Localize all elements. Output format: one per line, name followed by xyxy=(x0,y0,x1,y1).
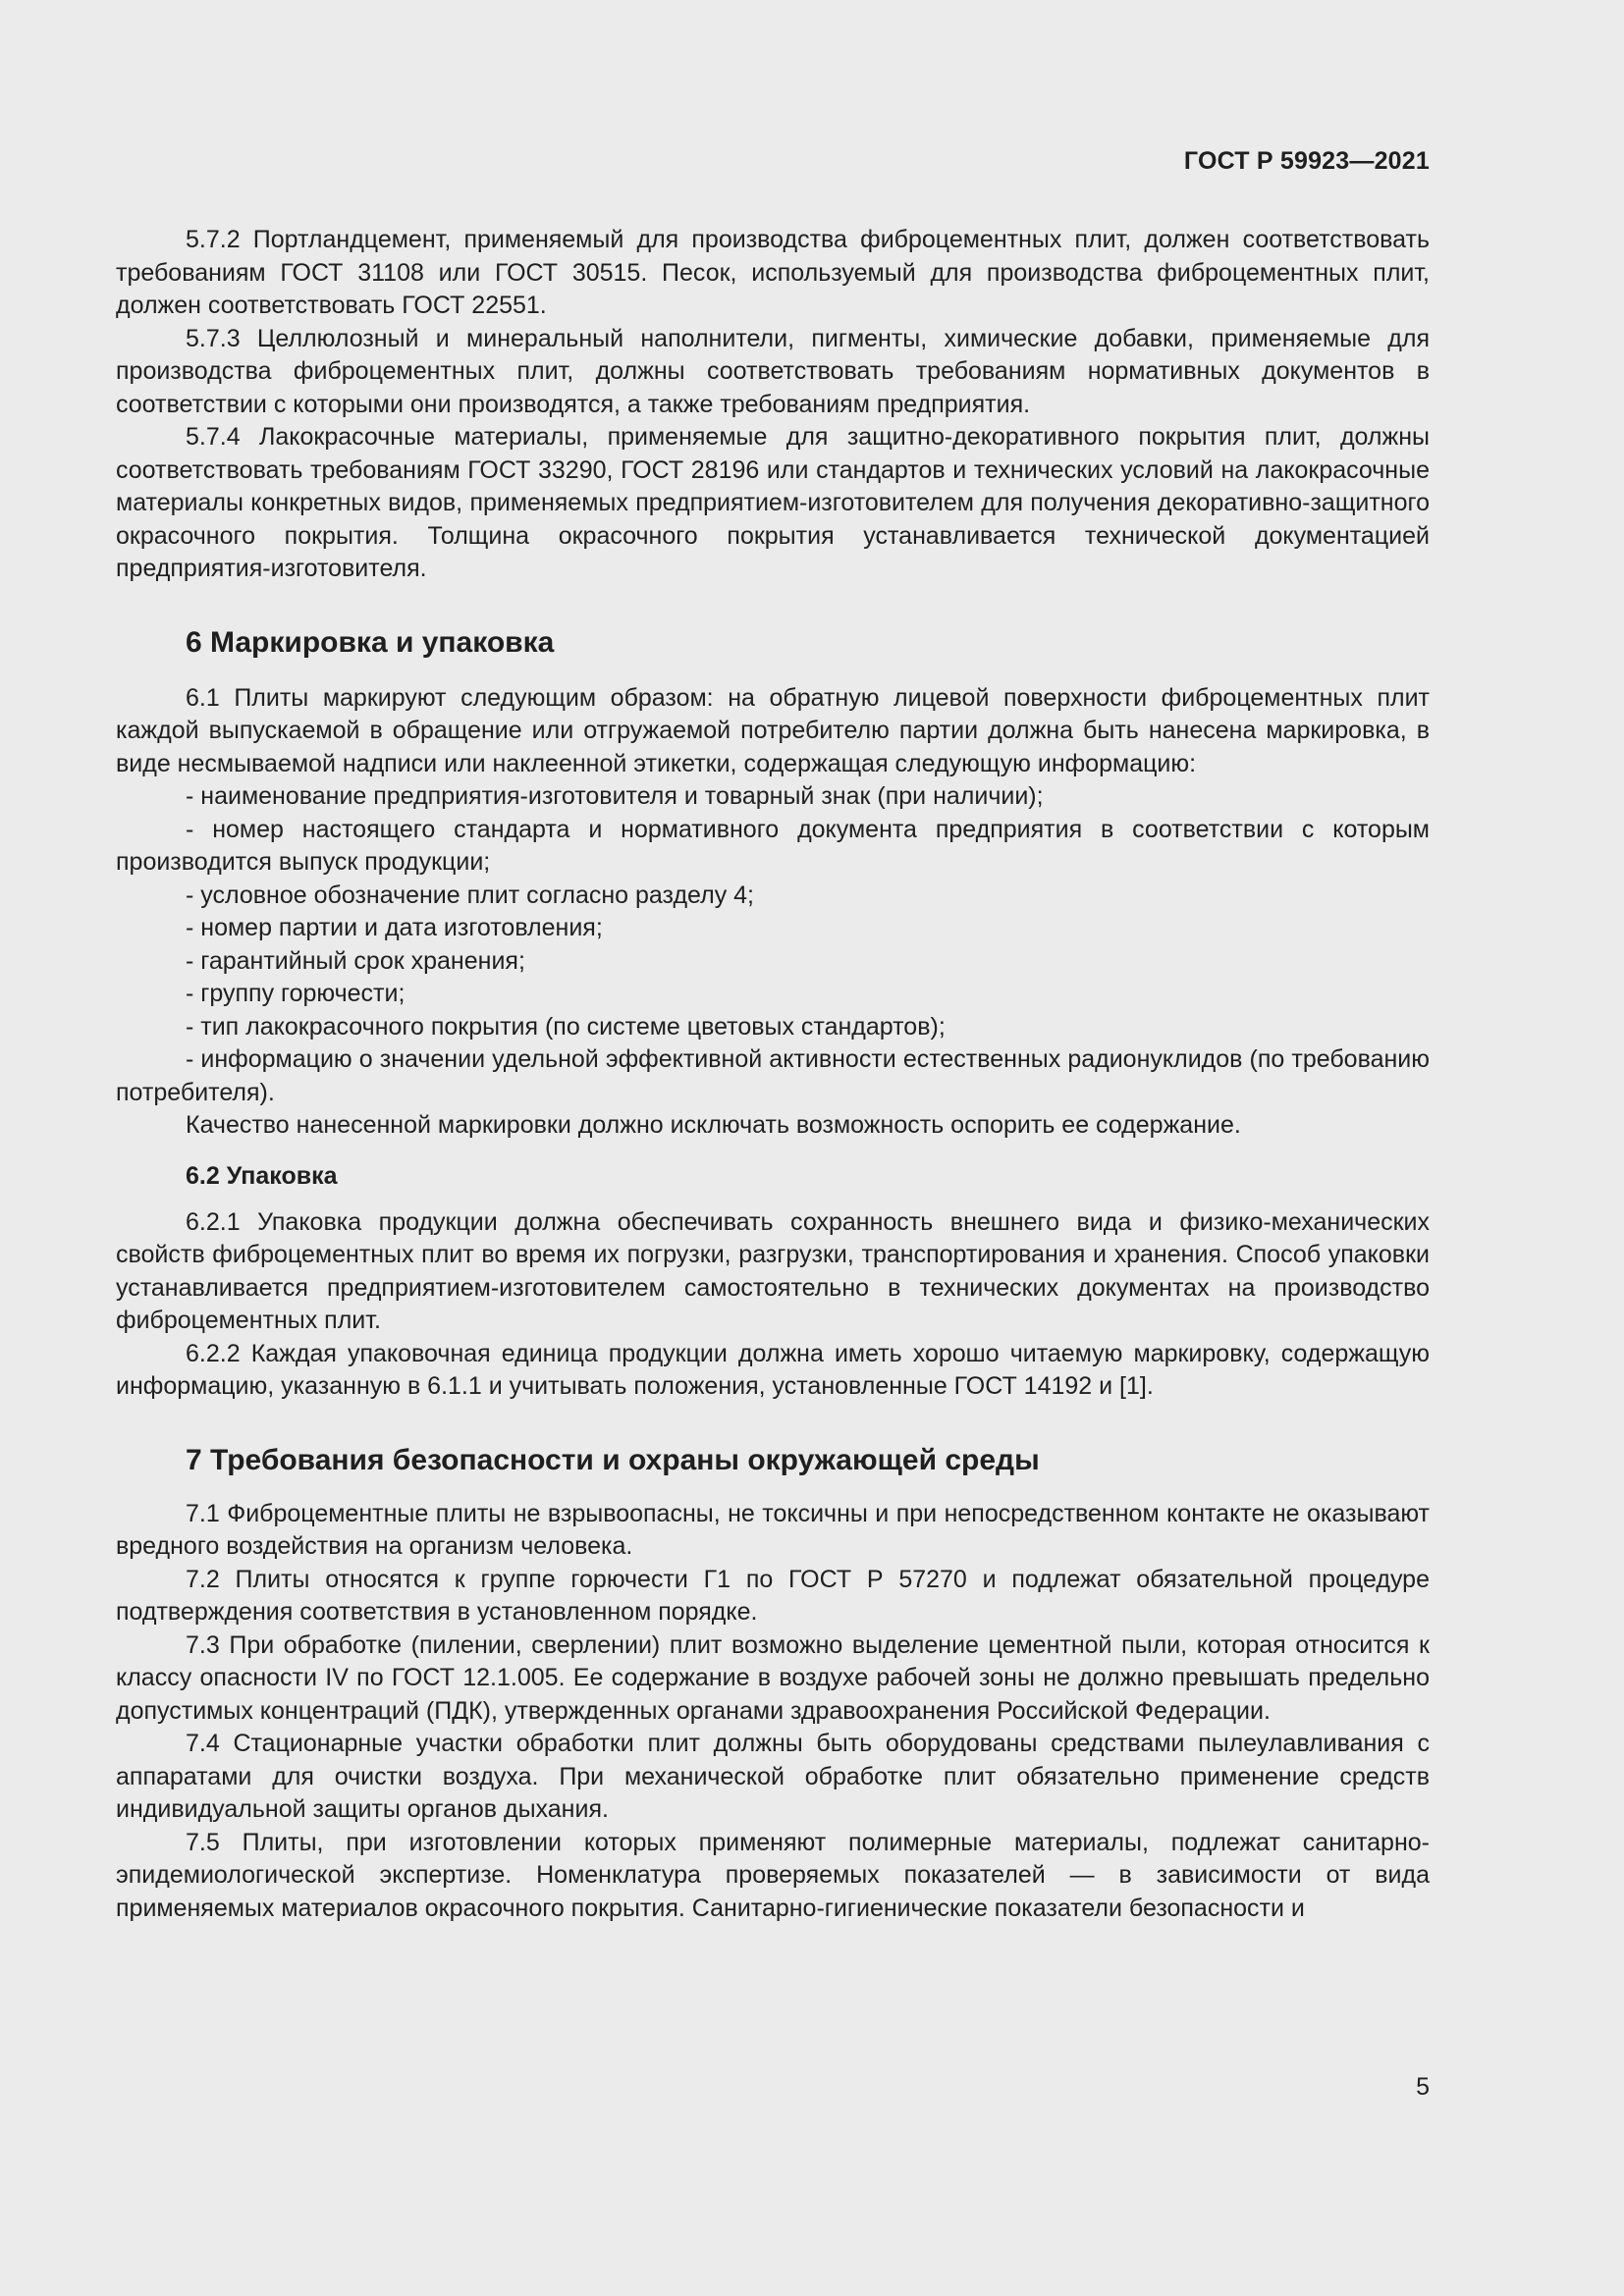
paragraph-7-1: 7.1 Фиброцементные плиты не взрывоопасны, не токсичны и при непосредственном контакте не оказывают вредного воздействия на организм человека. xyxy=(116,1499,1430,1560)
standard-code-header: ГОСТ Р 59923—2021 xyxy=(1183,147,1430,175)
paragraph-6-2-1: 6.2.1 Упаковка продукции должна обеспечивать сохранность внешнего вида и физико-механических свойств фиброцементных плит во время их погрузки, разгрузки, транспортирования и хранения. Способ упаковки устанавливается предприятием-изготовителем самостоятельно в технических документах на производство фиброцементных плит. xyxy=(116,1207,1430,1334)
paragraph-7-3: 7.3 При обработке (пилении, сверлении) плит возможно выделение цементной пыли, которая относится к классу опасности IV по ГОСТ 12.1.005. Ее содержание в воздухе рабочей зоны не должно превышать предельно допустимых концентраций (ПДК), утвержденных органами здравоохранения Российской Федерации. xyxy=(116,1630,1430,1725)
list-item: - тип лакокрасочного покрытия (по системе цветовых стандартов); xyxy=(186,1012,946,1041)
paragraph-6-2-2: 6.2.2 Каждая упаковочная единица продукции должна иметь хорошо читаемую маркировку, содержащую информацию, указанную в 6.1.1 и учитывать положения, установленные ГОСТ 14192 и [1]. xyxy=(116,1339,1430,1400)
document-page xyxy=(116,0,1430,2296)
page-number: 5 xyxy=(1416,2073,1430,2101)
subsection-6-2-heading: 6.2 Упаковка xyxy=(186,1161,338,1190)
section-6-heading: 6 Маркировка и упаковка xyxy=(186,625,555,659)
marking-quality-note: Качество нанесенной маркировки должно исключать возможность оспорить ее содержание. xyxy=(186,1111,1241,1139)
list-item: - группу горючести; xyxy=(186,980,406,1007)
paragraph-5-7-4: 5.7.4 Лакокрасочные материалы, применяемые для защитно-декоративного покрытия плит, должны соответствовать требованиям ГОСТ 33290, ГОСТ 28196 или стандартов и технических условий на лакокрасочные материалы конкретных видов, применяемых предприятием-изготовителем для получения декоративно-защитного окрасочного покрытия. Толщина окрасочного покрытия устанавливается технической документацией предприятия-изготовителя. xyxy=(116,423,1430,582)
list-item: - условное обозначение плит согласно разделу 4; xyxy=(186,881,754,909)
paragraph-6-1: 6.1 Плиты маркируют следующим образом: на обратную лицевой поверхности фиброцементных плит каждой выпускаемой в обращение или отгружаемой потребителю партии должна быть нанесена маркировка, в виде несмываемой надписи или наклеенной этикетки, содержащая следующую информацию: xyxy=(116,683,1430,777)
paragraph-7-4: 7.4 Стационарные участки обработки плит должны быть оборудованы средствами пылеулавливания с аппаратами для очистки воздуха. При механической обработке плит обязательно применение средств индивидуальной защиты органов дыхания. xyxy=(116,1730,1430,1823)
list-item: - гарантийный срок хранения; xyxy=(186,946,525,975)
document-body xyxy=(116,224,1430,1925)
paragraph-7-2: 7.2 Плиты относятся к группе горючести Г1 по ГОСТ Р 57270 и подлежат обязательной процедуре подтверждения соответствия в установленном порядке. xyxy=(116,1565,1430,1626)
paragraph-5-7-3: 5.7.3 Целлюлозный и минеральный наполнители, пигменты, химические добавки, применяемые для производства фиброцементных плит, должны соответствовать требованиям нормативных документов в соответствии с которыми они производятся, а также требованиям предприятия. xyxy=(116,324,1430,418)
list-item: - информацию о значении удельной эффективной активности естественных радионуклидов (по требованию потребителя). xyxy=(116,1045,1430,1106)
list-item: - номер настоящего стандарта и нормативного документа предприятия в соответствии с которым производится выпуск продукции; xyxy=(116,815,1430,876)
paragraph-5-7-2: 5.7.2 Портландцемент, применяемый для производства фиброцементных плит, должен соответствовать требованиям ГОСТ 31108 или ГОСТ 30515. Песок, используемый для производства фиброцементных плит, должен соответствовать ГОСТ 22551. xyxy=(116,226,1430,319)
list-item: - наименование предприятия-изготовителя и товарный знак (при наличии); xyxy=(186,782,1044,810)
paragraph-7-5: 7.5 Плиты, при изготовлении которых применяют полимерные материалы, подлежат санитарно-эпидемиологической экспертизе. Номенклатура проверяемых показателей — в зависимости от вида применяемых материалов окрасочного покрытия. Санитарно-гигиенические показатели безопасности и xyxy=(116,1828,1430,1922)
section-7-heading: 7 Требования безопасности и охраны окружающей среды xyxy=(186,1443,1040,1476)
list-item: - номер партии и дата изготовления; xyxy=(186,914,603,941)
